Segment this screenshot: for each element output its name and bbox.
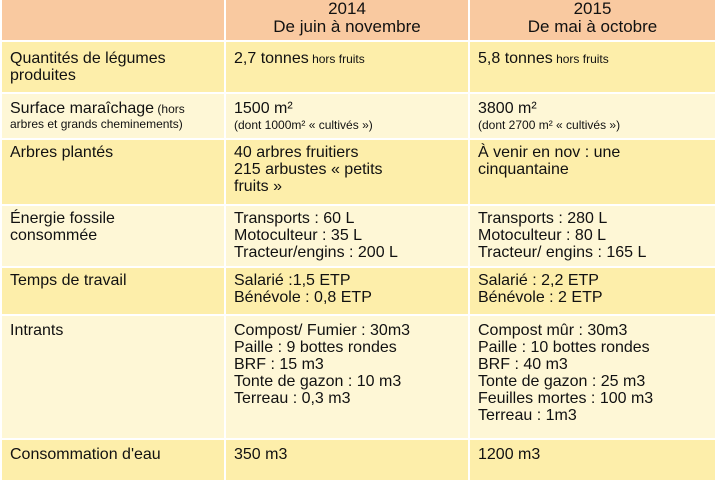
value-main: 2,7 tonnes — [234, 50, 309, 67]
row-label-line: Quantités de légumes — [10, 50, 166, 67]
row-value-2014 — [226, 94, 470, 138]
value-line: Bénévole : 0,8 ETP — [234, 289, 372, 306]
value-line: Transports : 60 L — [234, 210, 355, 227]
row-label-line: consommée — [10, 227, 98, 244]
table-row-quantites — [2, 42, 715, 94]
comparison-table — [2, 0, 715, 482]
row-value-2015 — [470, 94, 715, 138]
value-line: Compost mûr : 30m3 — [478, 322, 628, 339]
row-value-2015 — [470, 206, 715, 266]
table-row-intrants — [2, 316, 715, 440]
table-row-arbres — [2, 140, 715, 206]
value-line: Terreau : 1m3 — [478, 407, 577, 424]
value-note: (dont 1000m² « cultivés ») — [234, 118, 373, 132]
row-label-main: Surface maraîchage — [10, 100, 155, 117]
row-label-note: arbres et grands cheminements) — [10, 117, 183, 131]
table-row-eau — [2, 440, 715, 482]
row-value-2014 — [226, 140, 470, 204]
value-line: 215 arbustes « petits — [234, 161, 383, 178]
header-cell-2015 — [470, 0, 715, 40]
value-line: 1200 m3 — [478, 446, 541, 463]
value-line: Tracteur/ engins : 165 L — [478, 244, 647, 261]
header-cell-2014 — [226, 0, 470, 40]
row-label — [2, 140, 226, 204]
row-label-line: Énergie fossile — [10, 210, 115, 227]
row-label-line: Intrants — [10, 322, 64, 339]
value-line: Paille : 9 bottes rondes — [234, 339, 397, 356]
value-line: Paille : 10 bottes rondes — [478, 339, 650, 356]
value-main: 3800 m² — [478, 100, 537, 117]
row-label — [2, 440, 226, 480]
row-value-2014 — [226, 440, 470, 480]
header-cell-label — [2, 0, 226, 40]
value-line: BRF : 15 m3 — [234, 356, 324, 373]
header-period-2015: De mai à octobre — [527, 17, 658, 36]
row-value-2014 — [226, 316, 470, 438]
value-line: fruits » — [234, 178, 283, 195]
value-line: À venir en nov : une — [478, 144, 621, 161]
row-label-line: Temps de travail — [10, 272, 127, 289]
value-line: Bénévole : 2 ETP — [478, 289, 603, 306]
value-line: Salarié : 2,2 ETP — [478, 272, 599, 289]
value-main: 1500 m² — [234, 100, 293, 117]
row-value-2014 — [226, 206, 470, 266]
row-value-2014 — [226, 42, 470, 92]
value-line: Terreau : 0,3 m3 — [234, 390, 351, 407]
row-value-2015 — [470, 316, 715, 438]
row-value-2015 — [470, 42, 715, 92]
value-note: hors fruits — [308, 52, 365, 66]
value-line: 350 m3 — [234, 446, 288, 463]
row-value-2014 — [226, 268, 470, 314]
value-main: 5,8 tonnes — [478, 50, 553, 67]
row-label — [2, 42, 226, 92]
value-note: (dont 2700 m² « cultivés ») — [478, 118, 621, 132]
table-row-energie — [2, 206, 715, 268]
row-label-line: Arbres plantés — [10, 144, 114, 161]
row-label — [2, 316, 226, 438]
value-note: hors fruits — [552, 52, 609, 66]
header-year-2015: 2015 — [573, 0, 612, 18]
header-year-2014: 2014 — [328, 0, 366, 18]
row-label — [2, 94, 226, 138]
value-line: Feuilles mortes : 100 m3 — [478, 390, 654, 407]
value-line: Tracteur/engins : 200 L — [234, 244, 398, 261]
row-value-2015 — [470, 140, 715, 204]
value-line: Tonte de gazon : 10 m3 — [234, 373, 402, 390]
row-value-2015 — [470, 440, 715, 480]
row-label-note: (hors — [154, 102, 185, 116]
row-label — [2, 206, 226, 266]
value-line: 40 arbres fruitiers — [234, 144, 359, 161]
value-line: Salarié :1,5 ETP — [234, 272, 351, 289]
header-period-2014: De juin à novembre — [273, 17, 421, 36]
value-line: Tonte de gazon : 25 m3 — [478, 373, 646, 390]
value-line: Motoculteur : 80 L — [478, 227, 607, 244]
table-row-temps — [2, 268, 715, 316]
value-line: Transports : 280 L — [478, 210, 608, 227]
value-line: cinquantaine — [478, 161, 569, 178]
row-label-line: produites — [10, 67, 76, 84]
row-label — [2, 268, 226, 314]
table-row-surface — [2, 94, 715, 140]
row-value-2015 — [470, 268, 715, 314]
value-line: BRF : 40 m3 — [478, 356, 568, 373]
row-label-line: Consommation d'eau — [10, 446, 161, 463]
value-line: Compost/ Fumier : 30m3 — [234, 322, 411, 339]
header-row — [2, 0, 715, 42]
value-line: Motoculteur : 35 L — [234, 227, 363, 244]
